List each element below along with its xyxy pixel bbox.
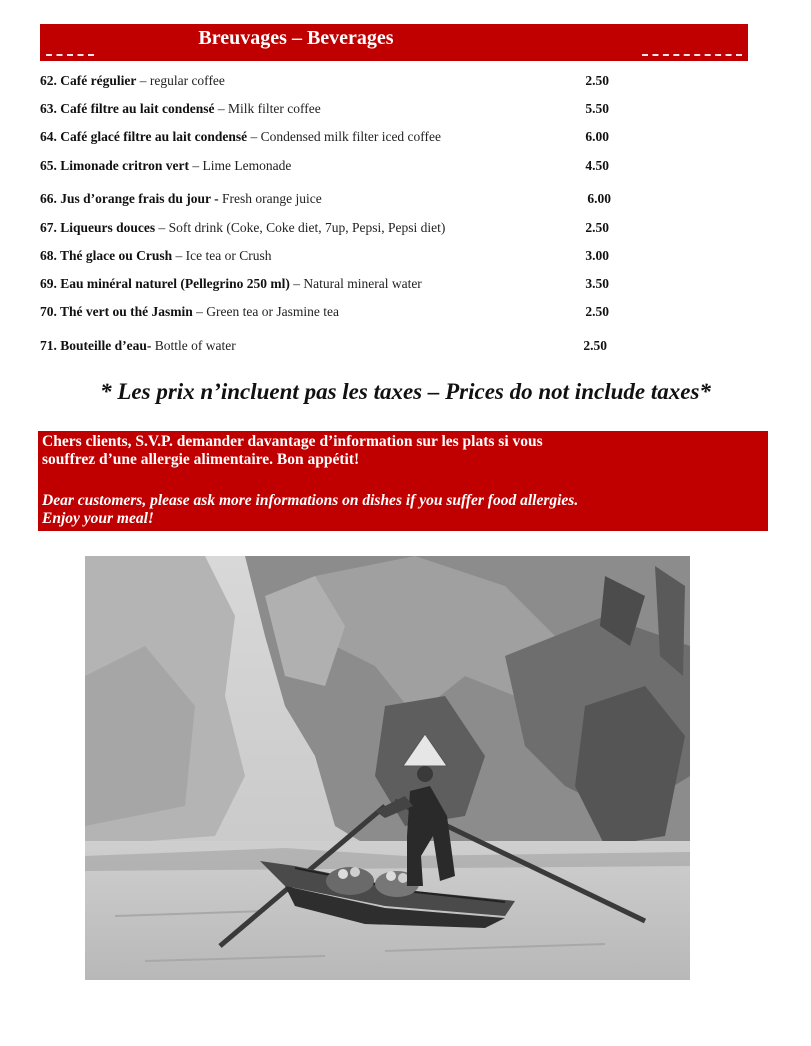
boat-painting-image	[85, 556, 690, 980]
header-decoration-left	[46, 54, 94, 60]
item-name: 62. Café régulier	[40, 73, 137, 88]
allergy-en-line: Dear customers, please ask more informations on dishes if you suffer food allergies.	[42, 492, 579, 509]
menu-item	[40, 101, 620, 119]
item-name: 71. Bouteille d’eau-	[40, 338, 152, 353]
item-description: – Soft drink (Coke, Coke diet, 7up, Pepsi, Pepsi diet)	[155, 220, 446, 235]
allergy-text-french	[42, 433, 662, 469]
menu-item	[40, 191, 620, 209]
allergy-notice	[38, 431, 768, 531]
item-name: 69. Eau minéral naturel (Pellegrino 250 ml)	[40, 276, 290, 291]
item-description: – Condensed milk filter iced coffee	[247, 129, 442, 144]
menu-item	[40, 73, 620, 91]
item-description: – regular coffee	[136, 73, 225, 88]
item-price: 6.00	[585, 129, 609, 144]
item-description: – Milk filter coffee	[214, 101, 321, 116]
allergy-fr-line: souffrez d’une allergie alimentaire. Bon appétit!	[42, 451, 360, 468]
item-price: 2.50	[585, 73, 609, 88]
item-price: 6.00	[587, 191, 611, 206]
menu-item	[40, 248, 620, 266]
menu-item	[40, 158, 620, 176]
allergy-en-line: Enjoy your meal!	[42, 510, 154, 527]
item-description: Fresh orange juice	[218, 191, 322, 206]
item-name: 65. Limonade critron vert	[40, 158, 189, 173]
item-name: 68. Thé glace ou Crush	[40, 248, 173, 263]
allergy-fr-line: Chers clients, S.V.P. demander davantage d’information sur les plats si vous	[42, 433, 543, 450]
item-price: 4.50	[585, 158, 609, 173]
item-price: 3.50	[585, 276, 609, 291]
item-description: – Green tea or Jasmine tea	[192, 304, 339, 319]
item-name: 64. Café glacé filtre au lait condensé	[40, 129, 248, 144]
item-description: – Ice tea or Crush	[172, 248, 272, 263]
allergy-text-english	[42, 492, 742, 528]
item-price: 2.50	[585, 304, 609, 319]
item-price: 3.00	[585, 248, 609, 263]
menu-item	[40, 338, 620, 356]
menu-item	[40, 304, 620, 322]
item-name: 66. Jus d’orange frais du jour -	[40, 191, 219, 206]
taxes-note: * Les prix n’incluent pas les taxes – Prices do not include taxes*	[100, 379, 711, 404]
item-name: 70. Thé vert ou thé Jasmin	[40, 304, 193, 319]
menu-item	[40, 129, 620, 147]
header-bar	[40, 24, 748, 61]
item-name: 67. Liqueurs douces	[40, 220, 156, 235]
item-name: 63. Café filtre au lait condensé	[40, 101, 215, 116]
menu-item	[40, 220, 620, 238]
item-price: 2.50	[583, 338, 607, 353]
item-price: 2.50	[585, 220, 609, 235]
page-title: Breuvages – Beverages	[198, 27, 394, 49]
item-description: – Natural mineral water	[289, 276, 422, 291]
menu-item	[40, 276, 620, 294]
item-description: Bottle of water	[151, 338, 236, 353]
header-decoration-right	[642, 54, 742, 60]
item-description: – Lime Lemonade	[188, 158, 292, 173]
item-price: 5.50	[585, 101, 609, 116]
